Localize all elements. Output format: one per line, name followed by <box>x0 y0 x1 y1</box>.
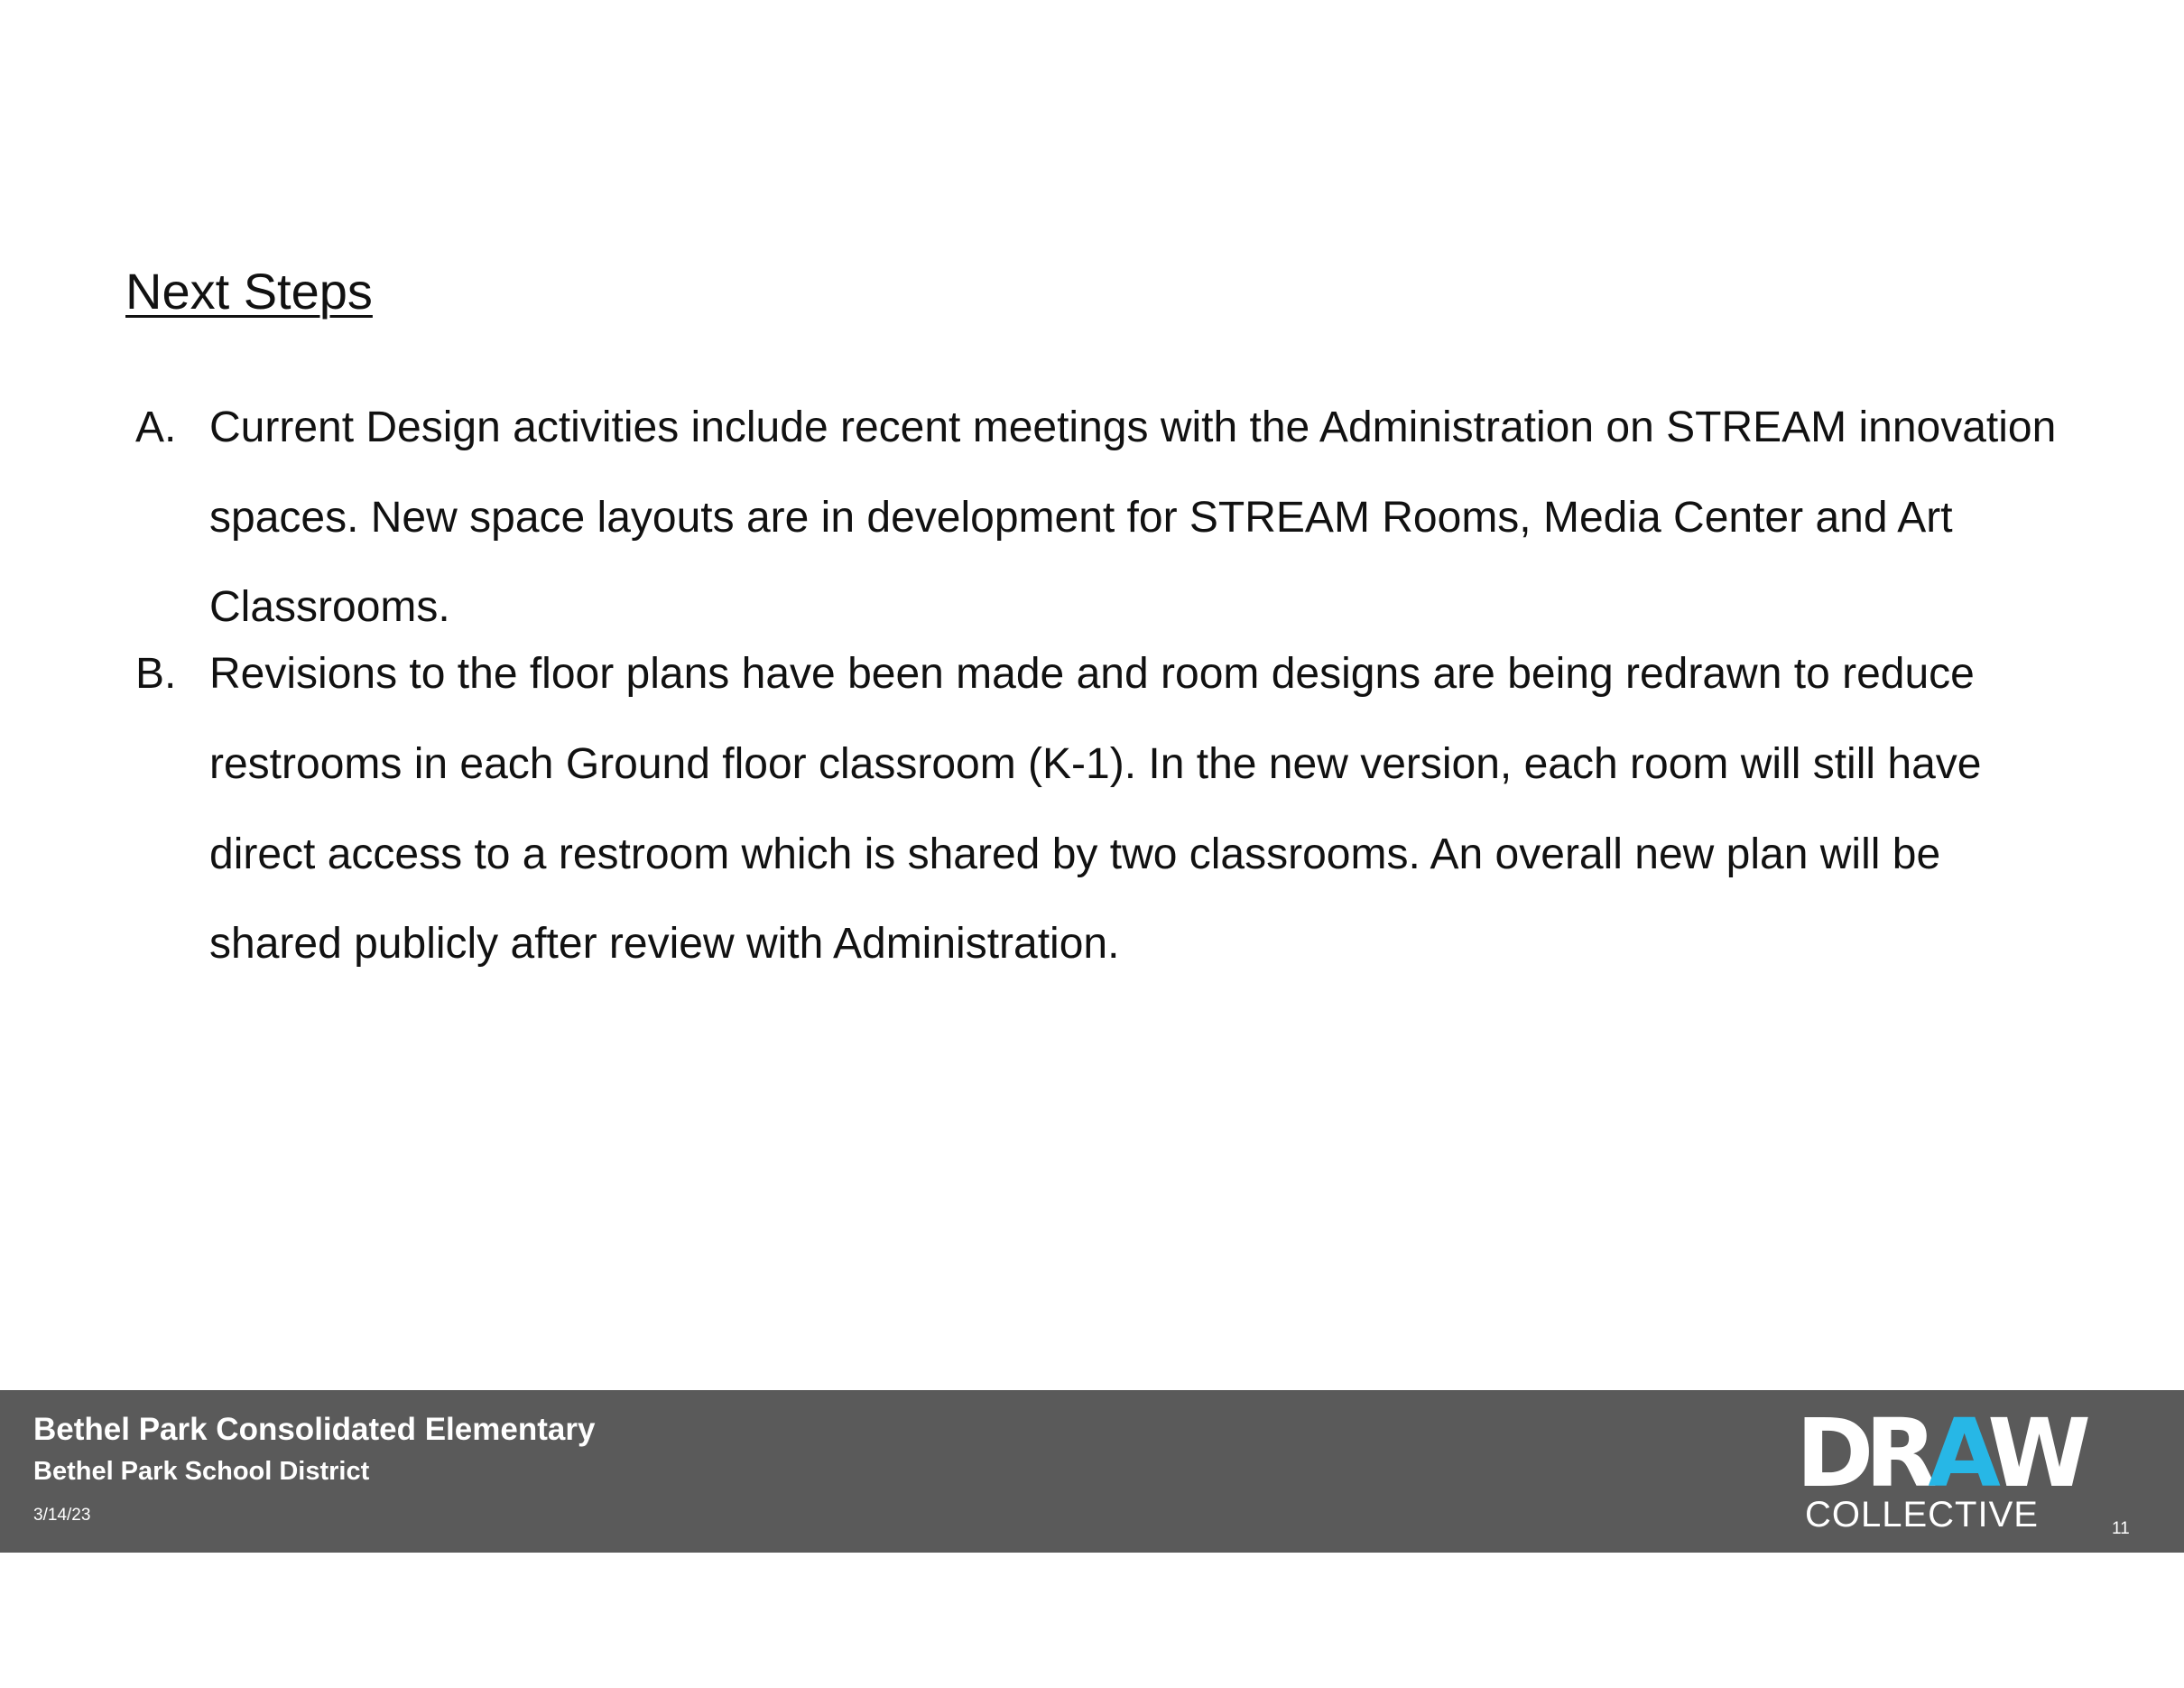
list-item-text: Current Design activities include recent meetings with the Administration on STREAM innovation spaces. New space layouts are in development for STREAM Rooms, Media Center and Art Classrooms. <box>209 403 2057 632</box>
list-item <box>135 650 2076 989</box>
logo-letter-w: W <box>1987 1398 2082 1508</box>
logo-letter-a: A <box>1928 1398 1988 1508</box>
next-steps-list <box>135 403 2076 989</box>
list-item-letter: A. <box>135 403 177 451</box>
slide-title: Next Steps <box>125 263 373 320</box>
logo-subtitle: COLLECTIVE <box>1805 1495 2039 1535</box>
draw-collective-logo <box>1796 1398 2082 1536</box>
list-item-text: Revisions to the floor plans have been made and room designs are being redrawn to reduce restrooms in each Ground floor classroom (K-1). In the new version, each room will still have direct access to a restroom which is shared by two classrooms. An overall new plan will be shared publicly after review with Administration. <box>209 650 1982 969</box>
list-item <box>135 403 2076 653</box>
footer-district-name: Bethel Park School District <box>33 1457 370 1486</box>
logo-letters-dr: DR <box>1796 1398 1929 1508</box>
footer-project-name: Bethel Park Consolidated Elementary <box>33 1412 596 1447</box>
footer-bar <box>0 1390 2184 1553</box>
footer-date: 3/14/23 <box>33 1506 91 1525</box>
list-item-letter: B. <box>135 650 177 699</box>
logo-wordmark <box>1796 1398 2082 1508</box>
page-number: 11 <box>2112 1519 2130 1538</box>
